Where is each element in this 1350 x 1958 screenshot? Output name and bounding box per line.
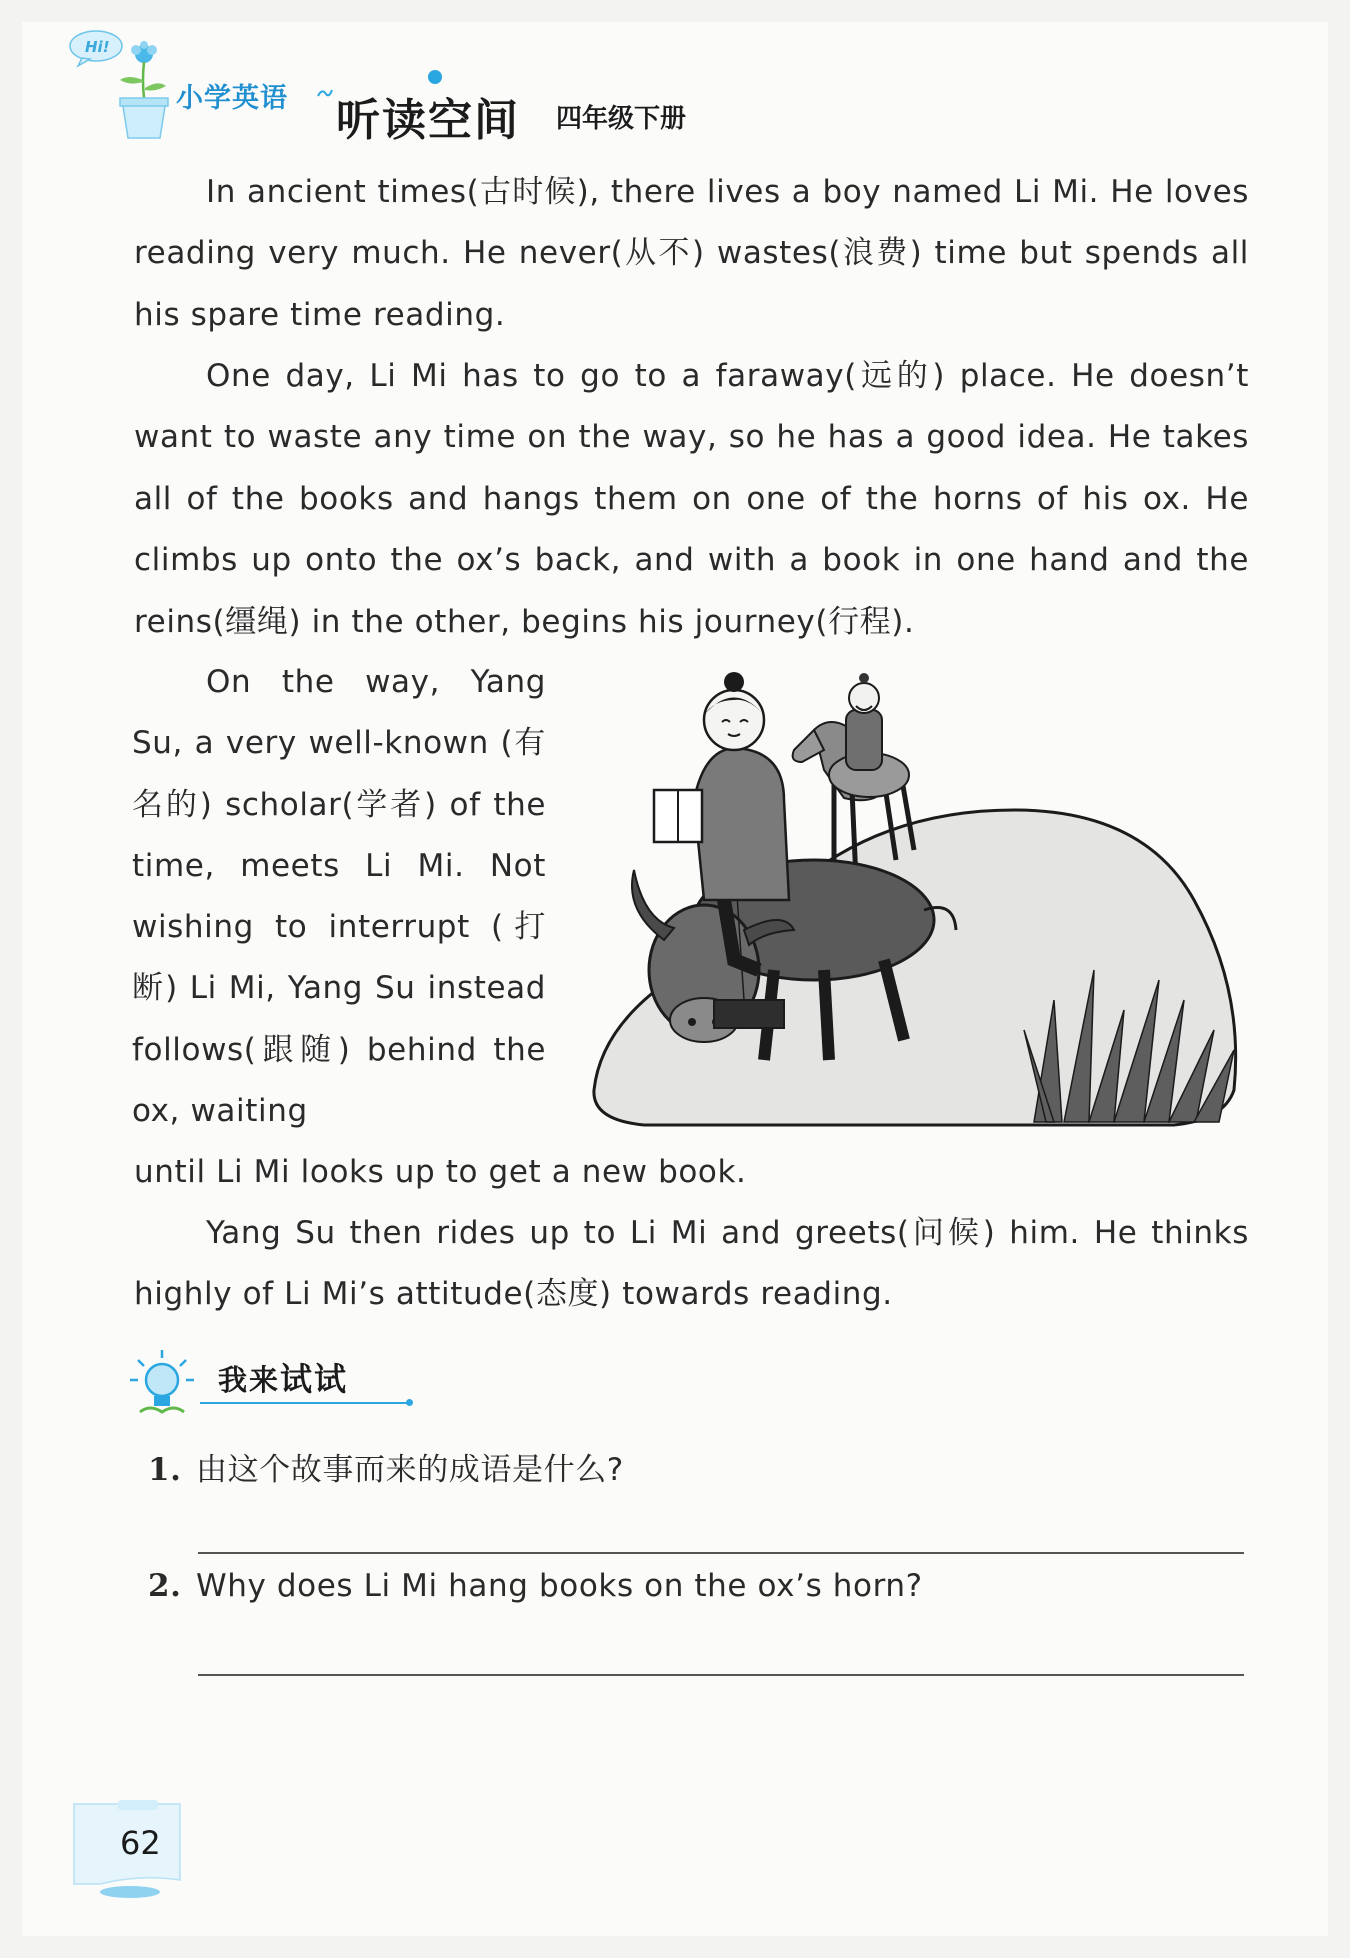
story-paragraph-4: Yang Su then rides up to Li Mi and greets(问候) him. He thinks highly of Li Mi’s attitude(态度) towards reading. [134, 1215, 1249, 1313]
grade-label: 四年级下册 [556, 104, 687, 134]
page-number: 62 [120, 1824, 161, 1862]
story-paragraph-1: In ancient times(古时候), there lives a boy named Li Mi. He loves reading very much. He never(从不) wastes(浪费) time but spends all his spare time reading. [134, 174, 1249, 333]
story-illustration [584, 670, 1244, 1140]
page-header [0, 0, 1350, 150]
question-text: Why does Li Mi hang books on the ox’s horn? [196, 1568, 923, 1604]
story-paragraph-3-wrapped: On the way, Yang Su, a very well-known (有名的) scholar(学者) of the time, meets Li Mi. Not wishing to interrupt (打断) Li Mi, Yang Su instead follows(跟随) behind the ox, waiting [132, 664, 546, 1130]
question-1 [148, 1444, 624, 1489]
brand-title: 听读空间 [336, 95, 520, 146]
lightbulb-icon [128, 1348, 196, 1418]
story-paragraph-2: One day, Li Mi has to go to a faraway(远的) place. He doesn’t want to waste any time on the way, so he has a good idea. He takes all of the books and hangs them on one of the horns of his ox. He climbs up onto the ox’s back, and with a book in one hand and the reins(缰绳) in the other, begins his journey(行程). [134, 358, 1249, 640]
title-underline [200, 1402, 410, 1404]
try-title-part-a: 我来 [218, 1363, 281, 1397]
question-text: 由这个故事而来的成语是什么? [196, 1452, 624, 1488]
flower-pot-icon [112, 40, 172, 140]
wave-mark-icon [316, 86, 334, 100]
brand-dot [428, 70, 442, 84]
answer-line-1[interactable] [198, 1552, 1244, 1554]
try-title-part-b: 试试 [280, 1360, 349, 1398]
yang-su-on-horse [793, 673, 914, 880]
title-underline-dot [406, 1399, 413, 1406]
question-number: 1. [148, 1452, 182, 1488]
question-2 [148, 1568, 923, 1604]
question-number: 2. [148, 1568, 182, 1604]
try-section-title [218, 1354, 348, 1400]
story-paragraph-3-continued: until Li Mi looks up to get a new book. [134, 1154, 747, 1190]
hi-badge-text: Hi! [85, 38, 110, 56]
answer-line-2[interactable] [198, 1674, 1244, 1676]
series-title: 小学英语 [176, 83, 288, 114]
